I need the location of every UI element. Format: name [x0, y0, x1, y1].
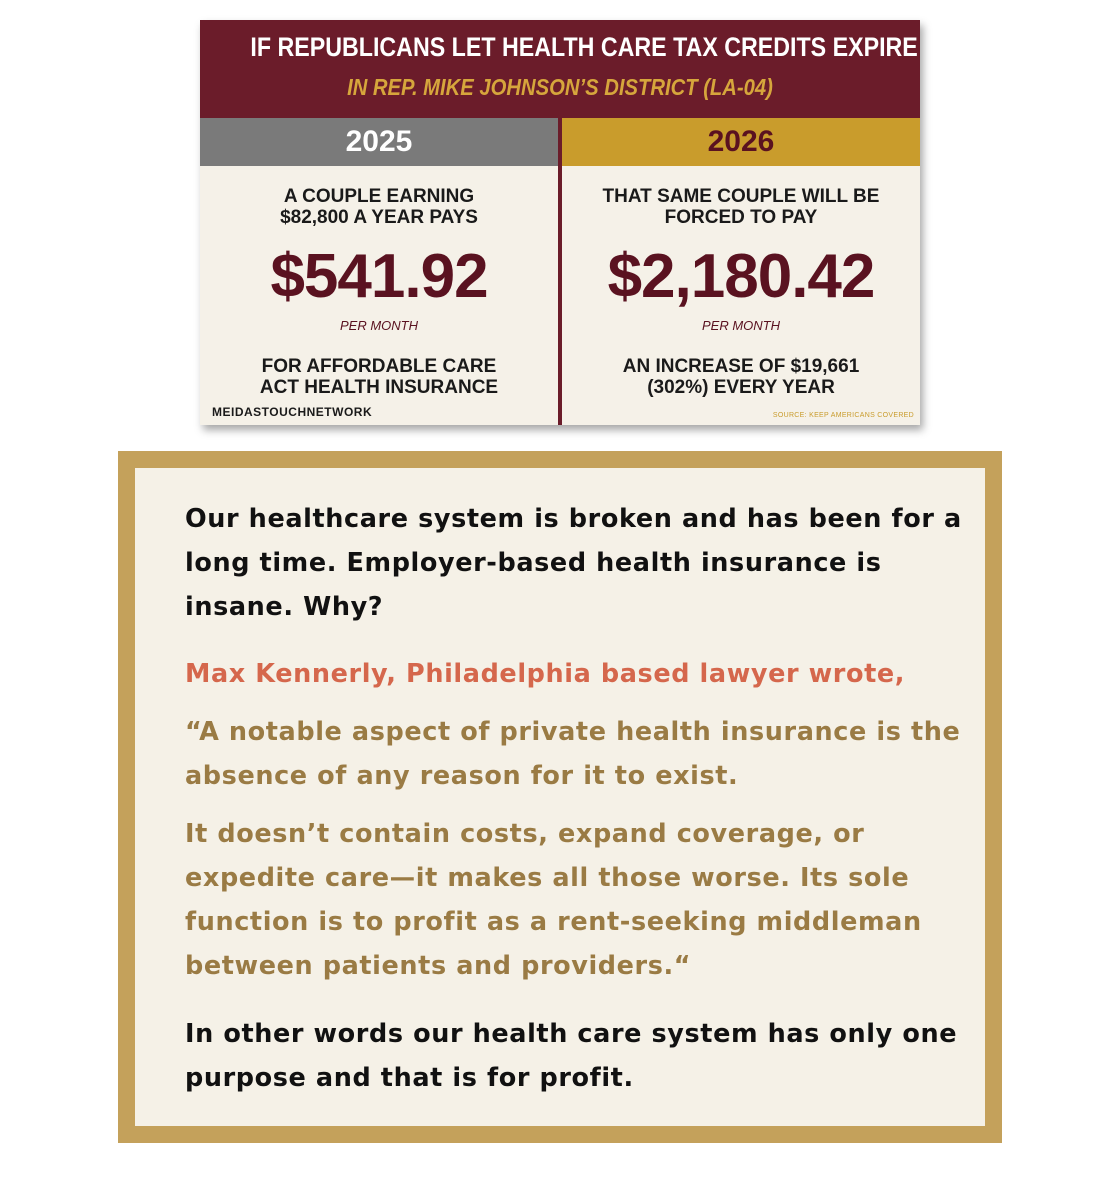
column-heading-left: A COUPLE EARNING $82,800 A YEAR PAYS [280, 186, 478, 228]
year-header-2026 [562, 118, 920, 166]
infographic-card [200, 20, 920, 425]
per-month-right: PER MONTH [702, 318, 780, 333]
source-note: SOURCE: KEEP AMERICANS COVERED [772, 412, 914, 419]
title-banner [200, 20, 920, 118]
column-heading-right: THAT SAME COUPLE WILL BE FORCED TO PAY [602, 186, 880, 228]
per-month-left: PER MONTH [340, 318, 418, 333]
monthly-amount-right: $2,180.42 [607, 242, 875, 311]
infographic-subtitle: IN REP. MIKE JOHNSON’S DISTRICT (LA-04) [347, 74, 773, 100]
intro-paragraph: Our healthcare system is broken and has been for a long time. Employer-based health insurance is insane. Why? [185, 504, 962, 622]
column-2025 [200, 166, 558, 425]
monthly-amount-left: $541.92 [270, 242, 488, 311]
commentary-panel [118, 451, 1002, 1143]
commentary-panel-inner [135, 468, 985, 1126]
brand-label: MEIDASTOUCHNETWORK [212, 405, 373, 419]
column-footer-left: FOR AFFORDABLE CARE ACT HEALTH INSURANCE [259, 356, 499, 398]
author-attribution: Max Kennerly, Philadelphia based lawyer wrote, [185, 659, 906, 689]
outro-paragraph: In other words our health care system has only one purpose and that is for profit. [185, 1019, 958, 1093]
year-label-right: 2026 [707, 125, 775, 158]
year-header-2025 [200, 118, 558, 166]
infographic-title: IF REPUBLICANS LET HEALTH CARE TAX CREDITS EXPIRE [250, 32, 918, 62]
column-2026 [562, 166, 920, 425]
quote-paragraph-1: “A notable aspect of private health insurance is the absence of any reason for it to exist. [185, 717, 961, 791]
quote-paragraph-2: It doesn’t contain costs, expand coverage, or expedite care—it makes all those worse. Its sole function is to profit as a rent-seeking middleman between patients and providers.“ [185, 819, 922, 981]
column-footer-right: AN INCREASE OF $19,661 (302%) EVERY YEAR [622, 356, 860, 398]
year-label-left: 2025 [345, 125, 413, 158]
